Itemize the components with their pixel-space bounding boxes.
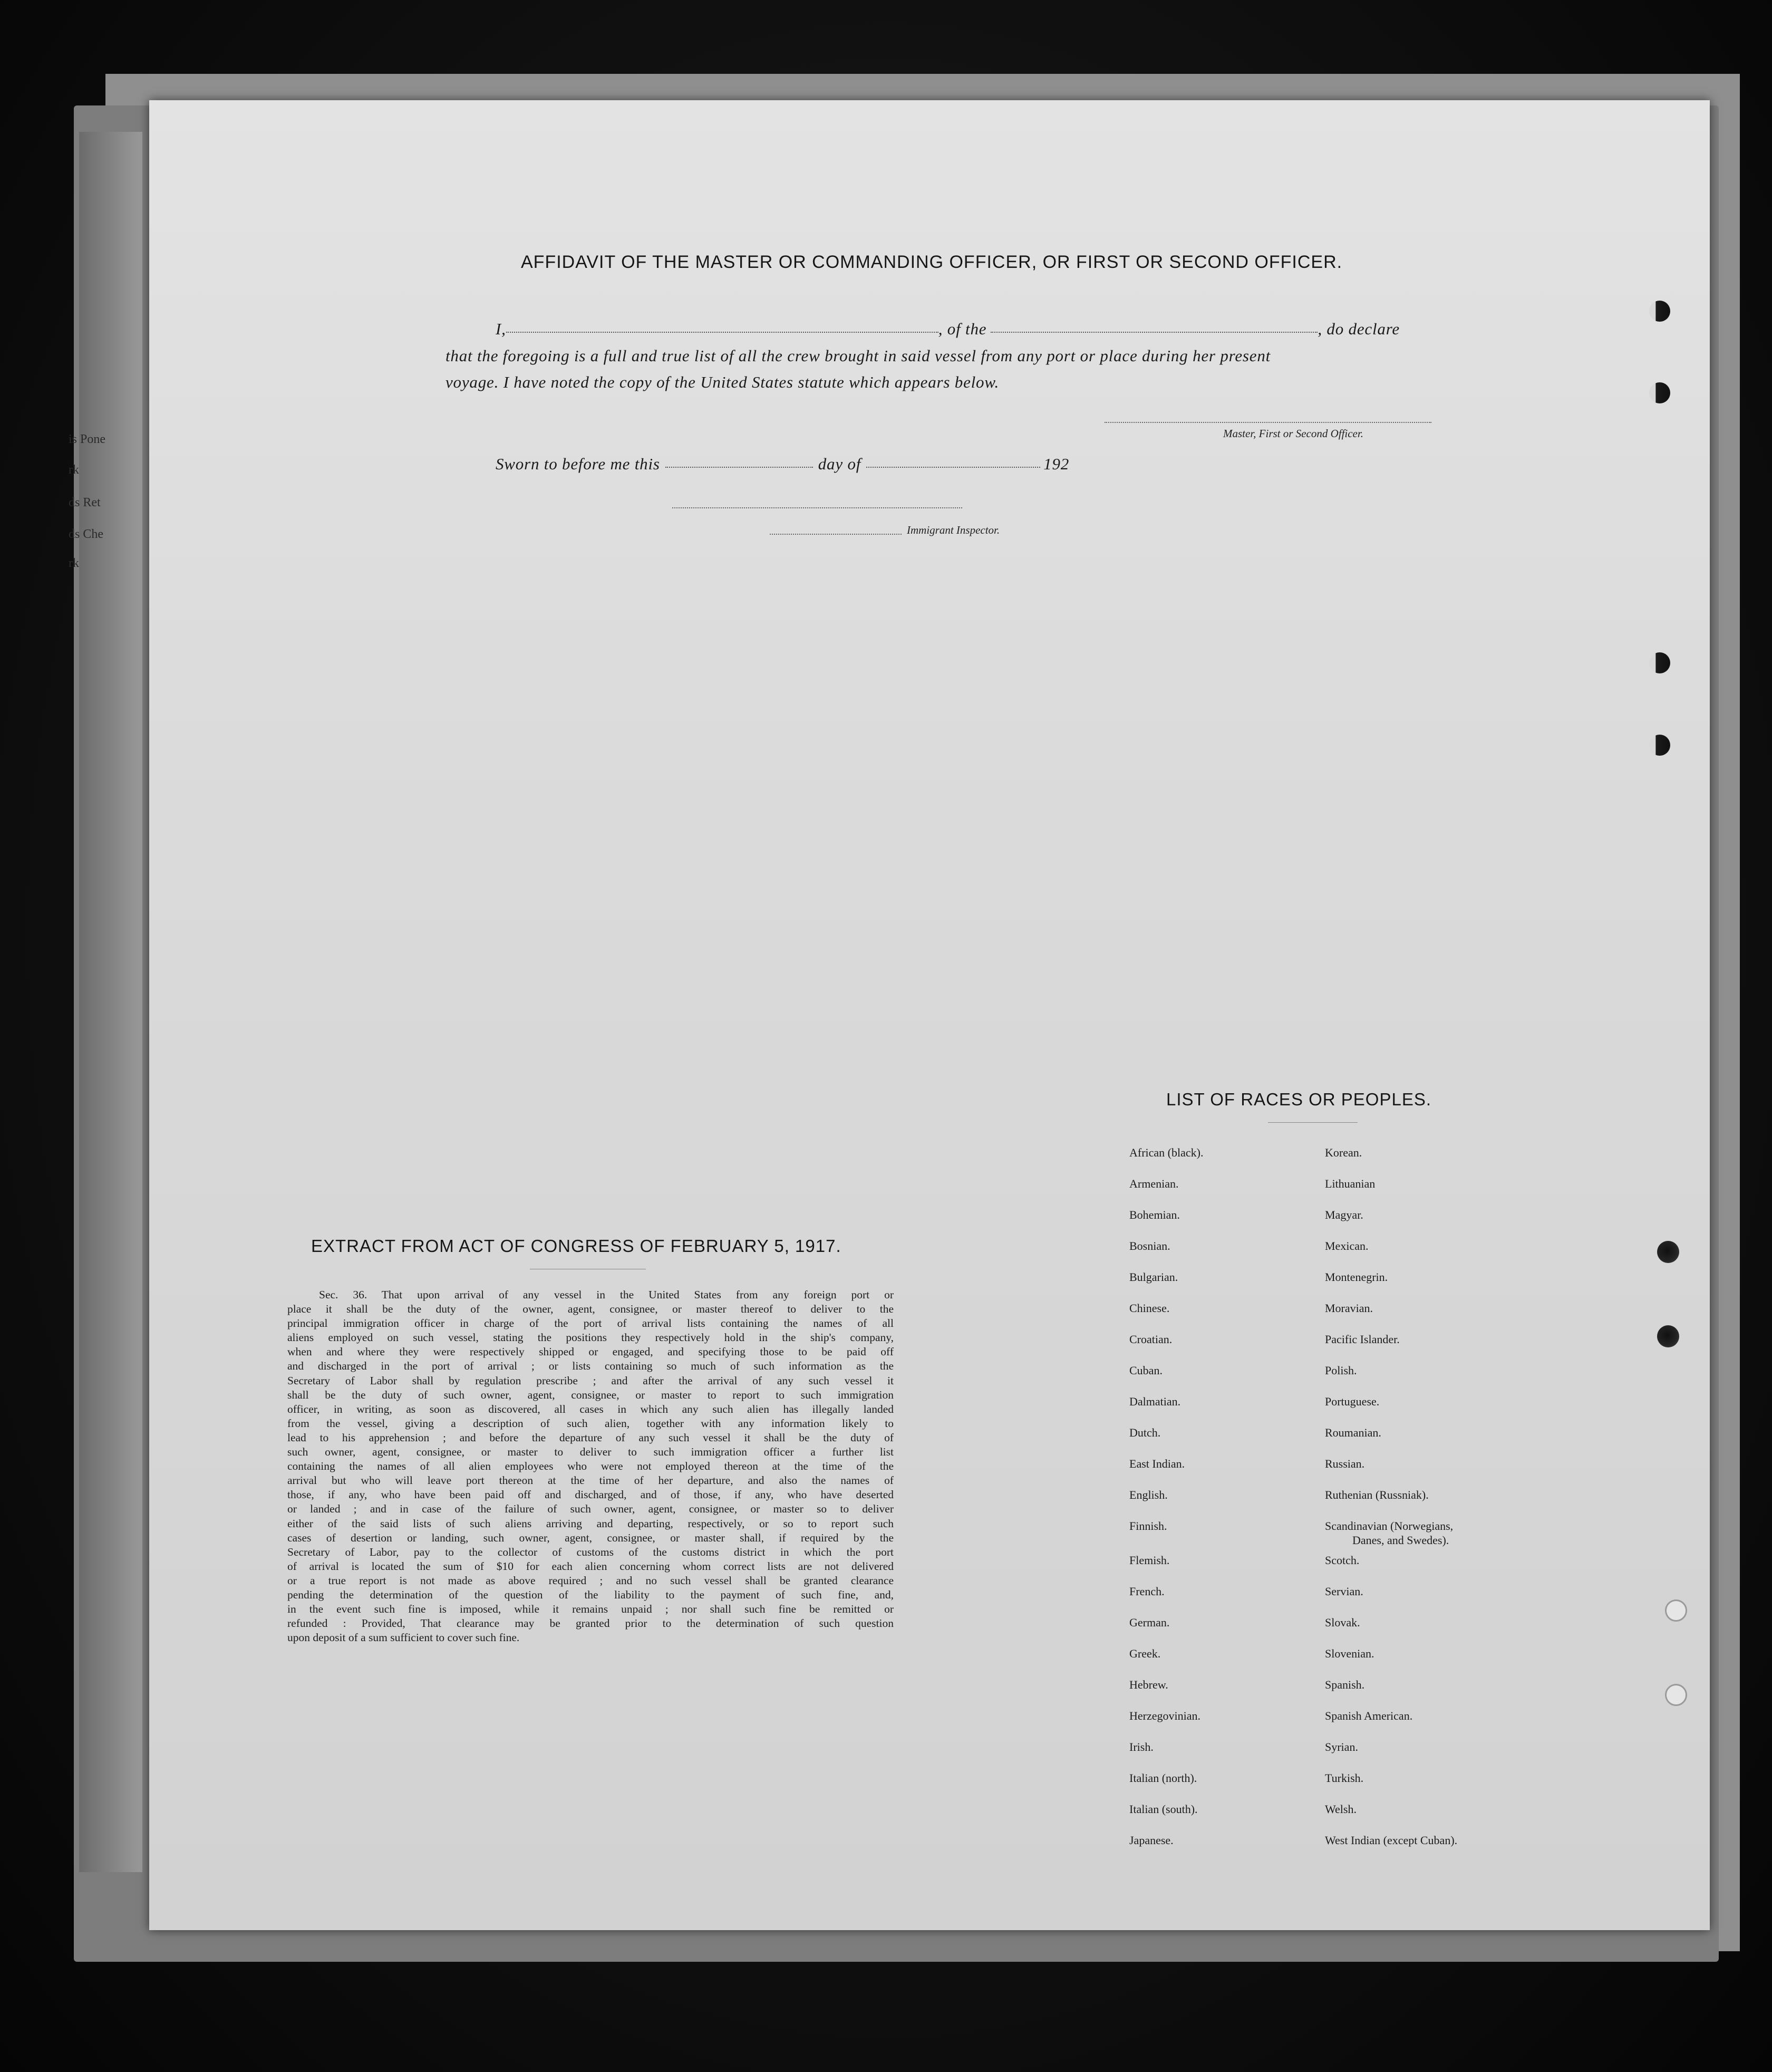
race-item: Cuban.: [1129, 1364, 1163, 1377]
left-tab-fragment: is Pone: [69, 432, 106, 446]
race-item: Roumanian.: [1325, 1426, 1381, 1439]
extract-line: cases of desertion or landing, such owner, agent, consignee, or master shall, if required by the: [287, 1531, 894, 1544]
extract-line: such owner, agent, consignee, or master to deliver to such immigration officer a further list: [287, 1445, 894, 1459]
extract-line: in the event such fine is imposed, while it remains unpaid ; nor shall such fine be remitted or: [287, 1603, 894, 1616]
sworn-day-of: day of: [818, 455, 861, 473]
affidavit-line-1: [496, 320, 1400, 339]
extract-line: shall be the duty of such owner, agent, consignee, or master to report to such immigration: [287, 1388, 894, 1401]
race-item: Russian.: [1325, 1457, 1365, 1470]
punch-hole-icon: [1649, 735, 1670, 756]
race-item: Finnish.: [1129, 1519, 1167, 1533]
extract-line: lead to his apprehension ; and before the departure of any such vessel it shall be the duty of: [287, 1431, 894, 1444]
race-item: Hebrew.: [1129, 1678, 1168, 1691]
left-tab-fragment: rk: [69, 556, 79, 570]
race-item: Japanese.: [1129, 1834, 1174, 1847]
race-item: Magyar.: [1325, 1208, 1363, 1221]
race-item: Italian (north).: [1129, 1771, 1197, 1785]
affidavit-i: I,: [496, 320, 506, 338]
extract-line: pending the determination of the question of the liability to the payment of such fine, and,: [287, 1588, 894, 1601]
extract-line: refunded : Provided, That clearance may be granted prior to the determination of such question: [287, 1617, 894, 1630]
extract-body: [287, 1288, 894, 1645]
extract-line: principal immigration officer in charge of the port of arrival lists containing the names of all: [287, 1317, 894, 1330]
punch-hole-icon: [1649, 301, 1670, 322]
extract-line: officer, in writing, as soon as discovered, all cases in which any such alien has illegally landed: [287, 1402, 894, 1415]
punch-hole-icon: [1657, 1241, 1679, 1263]
extract-line: when and where they were respectively shipped or engaged, and specifying those to be paid off: [287, 1345, 894, 1358]
extract-line: either of the said lists of such aliens arriving and departing, respectively, or so to report such: [287, 1517, 894, 1530]
races-title-rule: [1268, 1122, 1358, 1123]
extract-line: Secretary of Labor shall by regulation prescribe ; and after the arrival of any such vessel it: [287, 1374, 894, 1387]
left-tab-fragment: ds Ret: [69, 496, 101, 509]
race-item: Moravian.: [1325, 1302, 1373, 1315]
extract-line: aliens employed on such vessel, stating the positions they respectively hold in the ship's company,: [287, 1331, 894, 1344]
race-item: Korean.: [1325, 1146, 1362, 1159]
race-item: Italian (south).: [1129, 1803, 1198, 1816]
affidavit-title: AFFIDAVIT OF THE MASTER OR COMMANDING OFFICER, OR FIRST OR SECOND OFFICER.: [521, 252, 1343, 272]
race-item: Croatian.: [1129, 1333, 1173, 1346]
sworn-year: 192: [1043, 455, 1070, 473]
sworn-line: [496, 455, 1069, 474]
extract-line: or a true report is not made as above required ; and no such vessel shall be granted clearance: [287, 1574, 894, 1587]
race-item: Servian.: [1325, 1585, 1363, 1598]
race-item: Syrian.: [1325, 1740, 1358, 1753]
punch-hole-icon: [1657, 1325, 1679, 1347]
race-item: Spanish American.: [1325, 1709, 1413, 1722]
race-item: Armenian.: [1129, 1177, 1179, 1190]
extract-line: containing the names of all alien employees who were not employed thereon at the time of the: [287, 1460, 894, 1473]
race-item: Herzegovinian.: [1129, 1709, 1200, 1722]
race-item: Bosnian.: [1129, 1239, 1170, 1252]
extract-line: from the vessel, giving a description of such alien, together with any information likely to: [287, 1416, 894, 1430]
extract-line: Sec. 36. That upon arrival of any vessel in the United States from any foreign port or: [319, 1288, 894, 1301]
inspector-signature-line[interactable]: [672, 507, 962, 508]
inspector-caption: Immigrant Inspector.: [907, 524, 1000, 536]
race-item: Welsh.: [1325, 1803, 1357, 1816]
left-tab-fragment: ds Che: [69, 527, 103, 541]
race-item: Danes, and Swedes).: [1352, 1534, 1449, 1547]
extract-line: arrival but who will leave port thereon at the time of her departure, and also the names of: [287, 1474, 894, 1487]
race-item: Irish.: [1129, 1740, 1154, 1753]
race-item: German.: [1129, 1616, 1170, 1629]
master-signature-line[interactable]: [1105, 422, 1431, 423]
punch-hole-icon: [1649, 382, 1670, 403]
race-item: Turkish.: [1325, 1771, 1364, 1785]
race-item: Flemish.: [1129, 1554, 1170, 1567]
extract-line: and discharged in the port of arrival ; or lists containing so much of such information as the: [287, 1360, 894, 1373]
punch-hole-icon: [1649, 652, 1670, 673]
race-item: Ruthenian (Russniak).: [1325, 1488, 1429, 1501]
affidavit-line-2: that the foregoing is a full and true list of all the crew brought in said vessel from any port or place during her present: [446, 346, 1271, 365]
punch-hole-icon: [1665, 1599, 1687, 1622]
race-item: Portuguese.: [1325, 1395, 1380, 1408]
race-item: Spanish.: [1325, 1678, 1365, 1691]
extract-title: EXTRACT FROM ACT OF CONGRESS OF FEBRUARY 5, 1917.: [311, 1236, 841, 1256]
race-item: Scotch.: [1325, 1554, 1360, 1567]
extract-line: those, if any, who have been paid off and discharged, and of those, if any, who have deserted: [287, 1488, 894, 1501]
race-item: Dutch.: [1129, 1426, 1161, 1439]
race-item: Chinese.: [1129, 1302, 1170, 1315]
race-item: Scandinavian (Norwegians,: [1325, 1519, 1454, 1533]
race-item: West Indian (except Cuban).: [1325, 1834, 1458, 1847]
race-item: Montenegrin.: [1325, 1270, 1388, 1284]
sworn-month-blank[interactable]: [866, 464, 1040, 468]
left-sheet-edge: [79, 132, 142, 1872]
extract-line: Secretary of Labor, pay to the collector of customs of the customs district in which the port: [287, 1545, 894, 1558]
extract-line: of arrival is located the sum of $10 for each alien concerning whom correct lists are not delivered: [287, 1559, 894, 1573]
race-item: Bulgarian.: [1129, 1270, 1178, 1284]
extract-line: or landed ; and in case of the failure of such owner, agent, consignee, or master so to deliver: [287, 1502, 894, 1516]
sworn-text: Sworn to before me this: [496, 455, 660, 473]
extract-line: place it shall be the duty of the owner, agent, consignee, or master thereof to deliver to the: [287, 1303, 894, 1316]
race-item: Pacific Islander.: [1325, 1333, 1400, 1346]
name-blank[interactable]: [506, 329, 938, 333]
race-item: East Indian.: [1129, 1457, 1185, 1470]
races-title: LIST OF RACES OR PEOPLES.: [1166, 1090, 1432, 1109]
master-signature-caption: Master, First or Second Officer.: [1223, 427, 1363, 440]
affidavit-of-the: , of the: [938, 320, 987, 338]
race-item: Dalmatian.: [1129, 1395, 1181, 1408]
left-tab-fragment: rk: [69, 463, 79, 477]
inspector-lead-line: [770, 534, 902, 535]
race-item: Slovak.: [1325, 1616, 1360, 1629]
race-item: Bohemian.: [1129, 1208, 1180, 1221]
race-item: English.: [1129, 1488, 1168, 1501]
punch-hole-icon: [1665, 1684, 1687, 1706]
affidavit-do-declare: , do declare: [1318, 320, 1400, 338]
extract-line: upon deposit of a sum sufficient to cover such fine.: [287, 1631, 520, 1644]
race-item: Mexican.: [1325, 1239, 1369, 1252]
race-item: French.: [1129, 1585, 1165, 1598]
race-item: African (black).: [1129, 1146, 1204, 1159]
race-item: Lithuanian: [1325, 1177, 1376, 1190]
race-item: Polish.: [1325, 1364, 1357, 1377]
sworn-day-blank[interactable]: [665, 464, 813, 468]
vessel-blank[interactable]: [991, 329, 1318, 333]
affidavit-line-3: voyage. I have noted the copy of the United States statute which appears below.: [446, 373, 1000, 391]
race-item: Greek.: [1129, 1647, 1161, 1660]
race-item: Slovenian.: [1325, 1647, 1374, 1660]
